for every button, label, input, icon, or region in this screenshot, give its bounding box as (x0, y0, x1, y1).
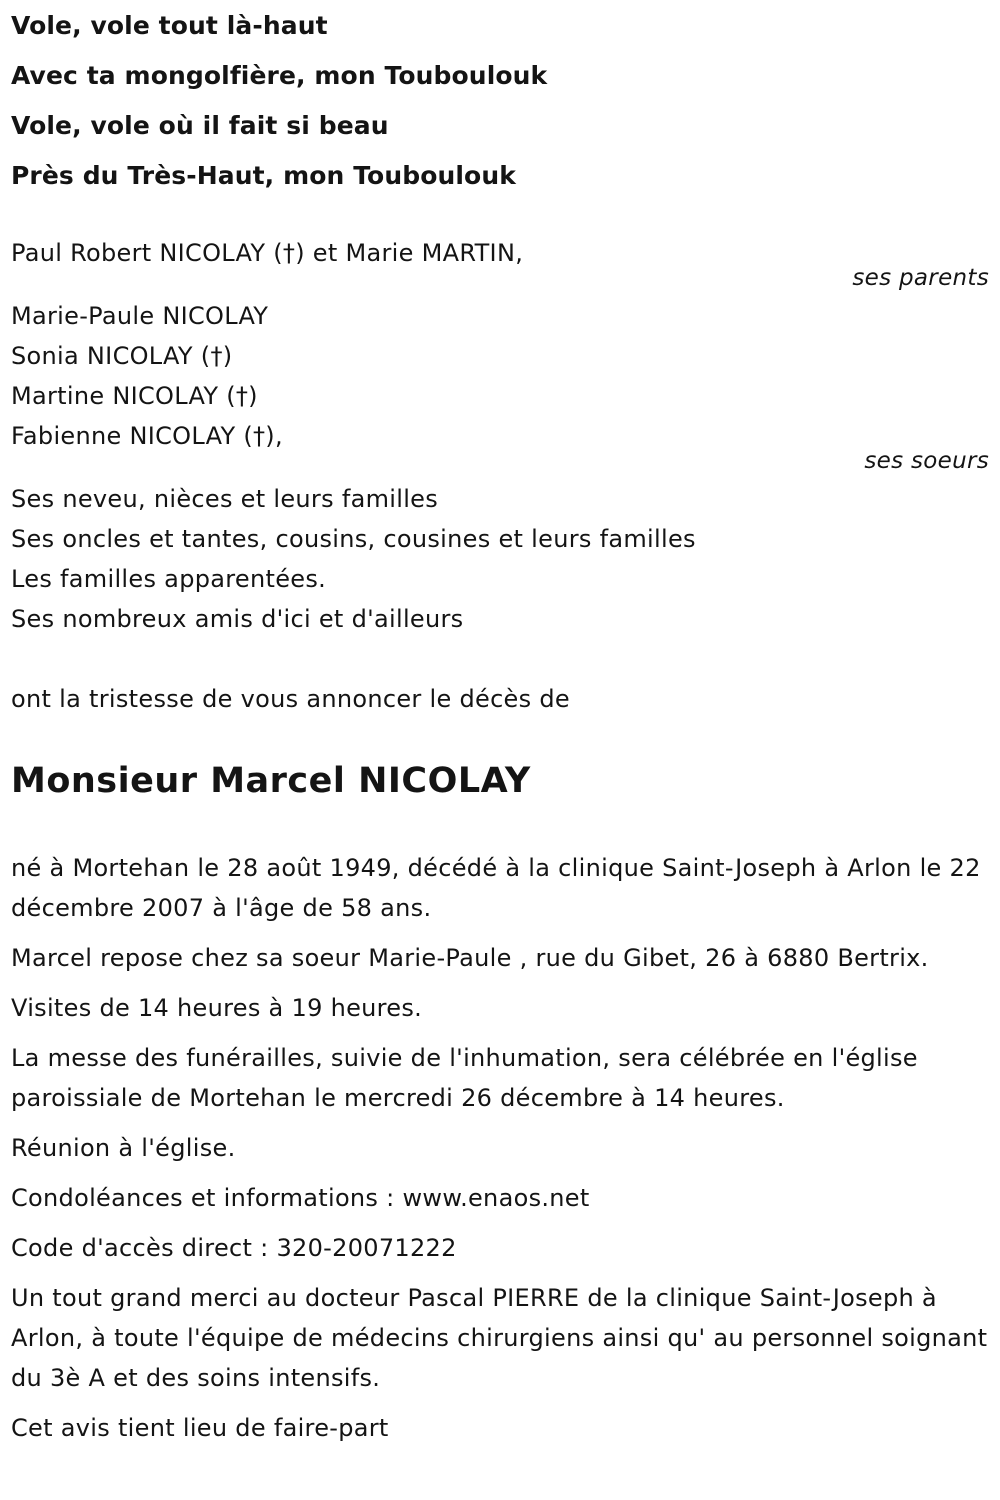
sister-line-2: Sonia NICOLAY (†) (11, 342, 233, 370)
poem (11, 1, 547, 201)
parents-line: Paul Robert NICOLAY (†) et Marie MARTIN, (11, 239, 524, 267)
poem-line-2: Avec ta mongolfière, mon Touboulouk (11, 61, 548, 90)
relatives-line-4: Ses nombreux amis d'ici et d'ailleurs (11, 605, 464, 633)
parents-role: ses parents (852, 265, 989, 291)
sister-line-4: Fabienne NICOLAY (†), (11, 422, 283, 450)
poem-line-3: Vole, vole où il fait si beau (11, 111, 389, 140)
meeting-paragraph: Réunion à l'église. (11, 1134, 236, 1162)
sisters-block (11, 296, 283, 456)
resting-place-paragraph: Marcel repose chez sa soeur Marie-Paule , rue du Gibet, 26 à 6880 Bertrix. (11, 944, 929, 972)
birth-death-paragraph: né à Mortehan le 28 août 1949, décédé à la clinique Saint-Joseph à Arlon le 22 décembre 2007 à l'âge de 58 ans. (11, 854, 981, 922)
poem-line-1: Vole, vole tout là-haut (11, 11, 328, 40)
relatives-line-1: Ses neveu, nièces et leurs familles (11, 485, 439, 513)
deceased-name: Monsieur Marcel NICOLAY (11, 761, 531, 801)
funeral-mass-paragraph: La messe des funérailles, suivie de l'inhumation, sera célébrée en l'église paroissiale de Mortehan le mercredi 26 décembre à 14 heures. (11, 1044, 918, 1112)
relatives-block (11, 479, 696, 639)
announcement-block (11, 679, 570, 719)
access-code-paragraph: Code d'accès direct : 320-20071222 (11, 1234, 457, 1262)
sister-line-1: Marie-Paule NICOLAY (11, 302, 269, 330)
relatives-line-3: Les familles apparentées. (11, 565, 327, 593)
relatives-line-2: Ses oncles et tantes, cousins, cousines et leurs familles (11, 525, 696, 553)
sister-line-3: Martine NICOLAY (†) (11, 382, 258, 410)
visits-paragraph: Visites de 14 heures à 19 heures. (11, 994, 423, 1022)
poem-line-4: Près du Très-Haut, mon Touboulouk (11, 161, 516, 190)
sisters-role: ses soeurs (864, 448, 989, 474)
details-block (11, 848, 996, 1458)
thanks-paragraph: Un tout grand merci au docteur Pascal PIERRE de la clinique Saint-Joseph à Arlon, à toute l'équipe de médecins chirurgiens ainsi qu' au personnel soignant du 3è A et des soins intensifs. (11, 1284, 988, 1392)
parents-block (11, 233, 991, 273)
closing-paragraph: Cet avis tient lieu de faire-part (11, 1414, 389, 1442)
announcement-text: ont la tristesse de vous annoncer le décès de (11, 685, 570, 713)
condolences-paragraph: Condoléances et informations : www.enaos.net (11, 1184, 590, 1212)
